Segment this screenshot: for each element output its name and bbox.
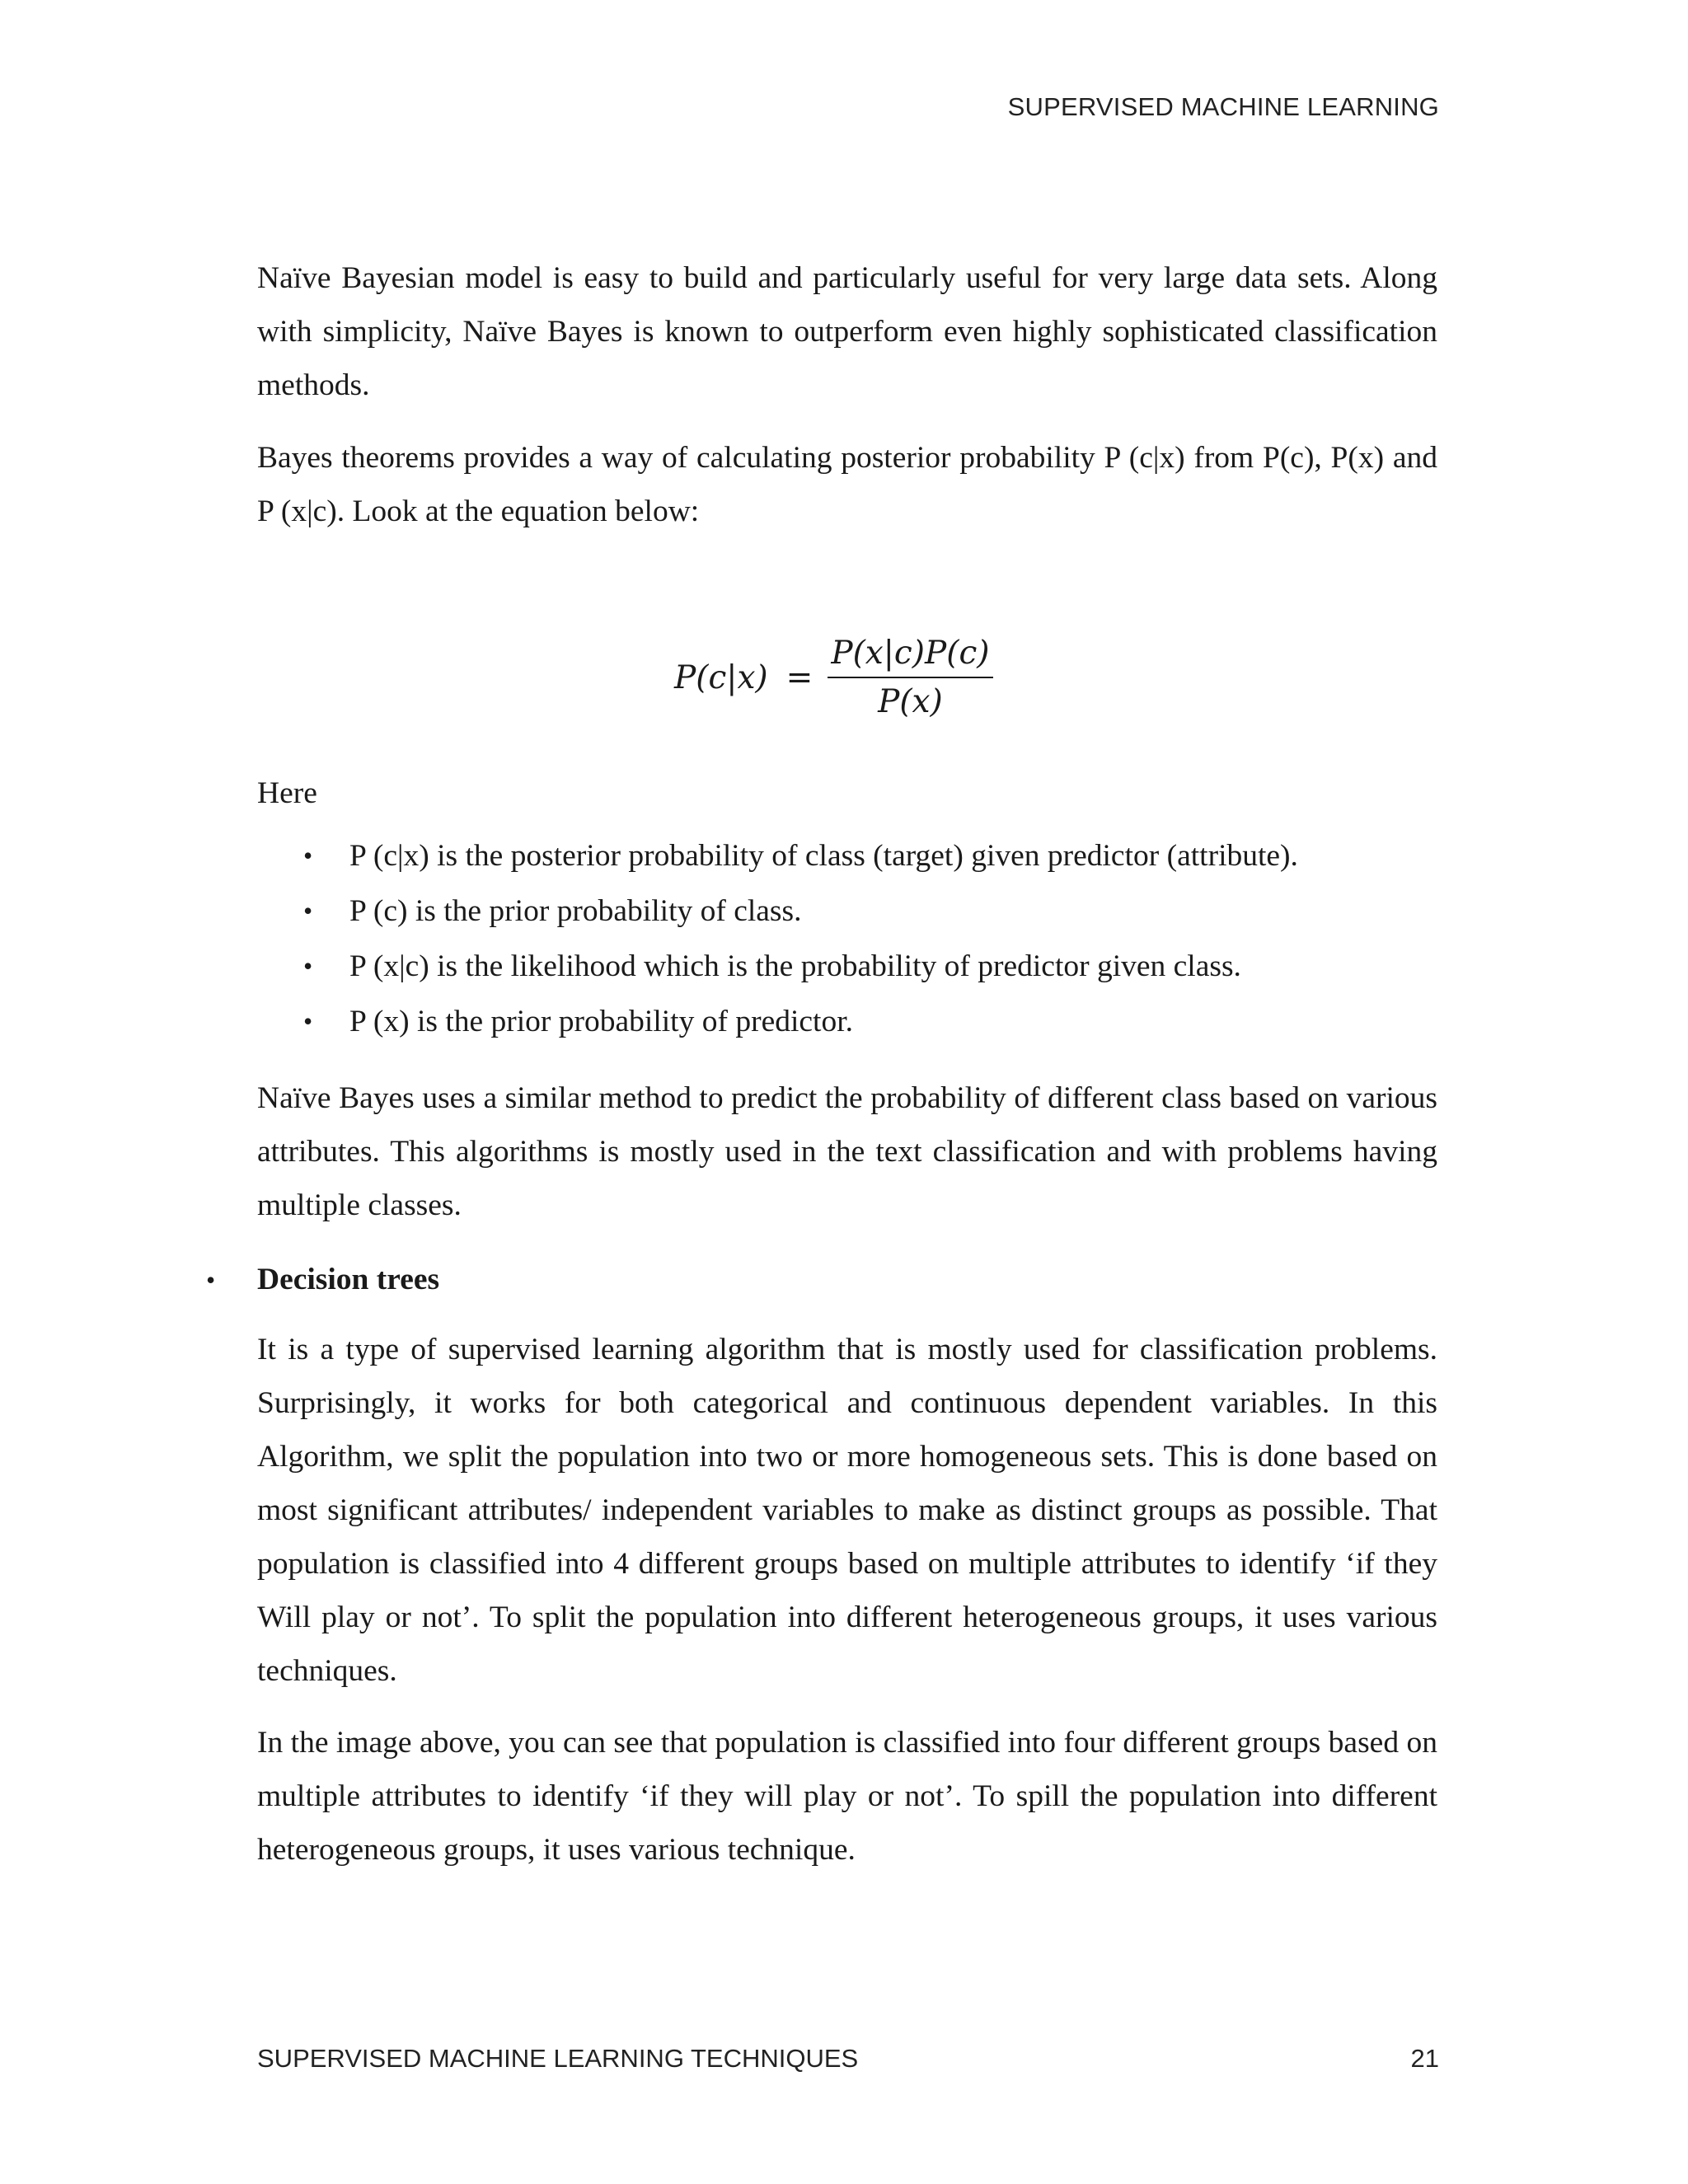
list-item — [303, 883, 1457, 939]
paragraph-text: In the image above, you can see that population is classified into four different groups based on multiple attributes to identify ‘if they will play or not’. To spill the population into different heterogeneous groups, it uses various technique. — [257, 1726, 1437, 1867]
list-item — [303, 939, 1457, 994]
list-item — [303, 828, 1457, 883]
definition-list — [303, 828, 1457, 1049]
list-item-text: P (c) is the prior probability of class. — [349, 894, 802, 928]
paragraph-naive-bayes-intro — [257, 251, 1437, 412]
equation-denominator: P(x) — [878, 683, 943, 720]
bullet-icon: • — [303, 896, 313, 926]
running-header: SUPERVISED MACHINE LEARNING — [1007, 92, 1439, 121]
bullet-icon: • — [206, 1265, 216, 1295]
bullet-icon: • — [303, 951, 313, 981]
bullet-icon: • — [303, 1006, 313, 1036]
equation-lhs: P(c|x) — [674, 658, 768, 696]
here-label — [257, 766, 1437, 820]
paragraph-bayes-theorem — [257, 431, 1437, 538]
bayes-equation — [674, 635, 993, 720]
footer-title: SUPERVISED MACHINE LEARNING TECHNIQUES — [257, 2044, 859, 2073]
list-item-text: P (c|x) is the posterior probability of class (target) given predictor (attribute). — [349, 839, 1298, 873]
list-item-text: P (x) is the prior probability of predictor. — [349, 1005, 853, 1038]
paragraph-naive-bayes-usage — [257, 1071, 1437, 1232]
section-heading-text: Decision trees — [257, 1263, 440, 1296]
paragraph-decision-trees — [257, 1323, 1437, 1698]
list-item-text: P (x|c) is the likelihood which is the probability of predictor given class. — [349, 949, 1241, 983]
here-text: Here — [257, 776, 317, 810]
equation-fraction — [828, 635, 992, 720]
paragraph-text: Naïve Bayesian model is easy to build and particularly useful for very large data sets. Along with simplicity, Naïve Bayes is known to outperform even highly sophisticated classification methods. — [257, 261, 1437, 402]
section-heading-decision-trees — [206, 1253, 439, 1307]
paragraph-text: It is a type of supervised learning algorithm that is mostly used for classification problems. Surprisingly, it works for both categorical and continuous dependent variables. In this Algorithm, we split the population into two or more homogeneous sets. This is done based on most significant attributes/ independent variables to make as distinct groups as possible. That population is classified into 4 different groups based on multiple attributes to identify ‘if they Will play or not’. To split the population into different heterogeneous groups, it uses various techniques. — [257, 1333, 1437, 1688]
equation-equals: = — [785, 658, 814, 696]
equation-numerator: P(x|c)P(c) — [828, 635, 992, 678]
bullet-icon: • — [303, 841, 313, 870]
paragraph-image-description — [257, 1716, 1437, 1877]
page-number: 21 — [1410, 2044, 1439, 2073]
paragraph-text: Naïve Bayes uses a similar method to predict the probability of different class based on various attributes. This algorithms is mostly used in the text classification and with problems having multiple classes. — [257, 1081, 1437, 1222]
list-item — [303, 994, 1457, 1049]
paragraph-text: Bayes theorems provides a way of calculating posterior probability P (c|x) from P(c), P(x) and P (x|c). Look at the equation below: — [257, 441, 1437, 528]
